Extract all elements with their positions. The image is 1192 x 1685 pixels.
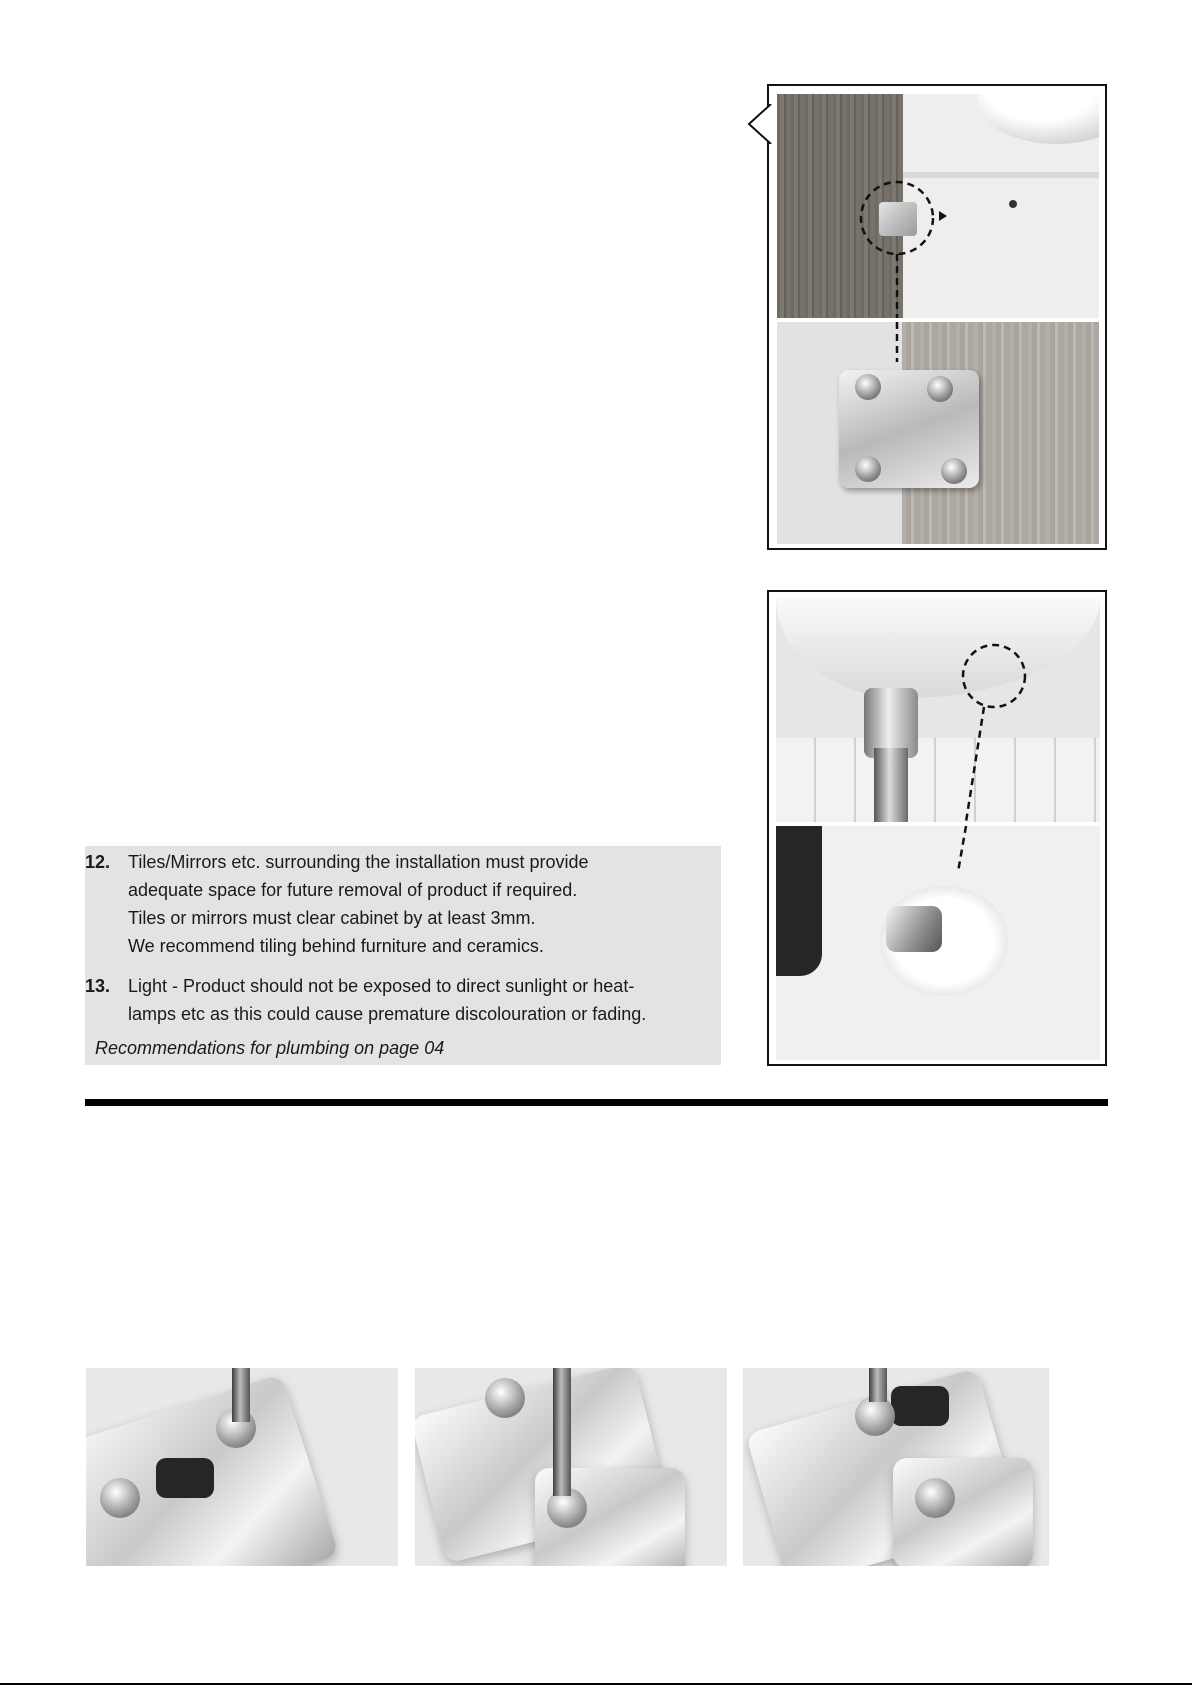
photo-bracket-detail <box>777 322 1099 544</box>
photo-bracket-overview <box>777 94 1099 318</box>
photo-hinge-step-3 <box>743 1368 1049 1566</box>
note-number: 12. <box>85 852 111 872</box>
note-line: lamps etc as this could cause premature discolouration or fading. <box>128 1004 647 1024</box>
photo-basin-underside <box>776 598 1100 822</box>
plumbing-reference: Recommendations for plumbing on page 04 <box>95 1038 445 1058</box>
photo-hinge-step-2 <box>415 1368 727 1566</box>
note-line: Light - Product should not be exposed to direct sunlight or heat- <box>128 976 635 996</box>
note-line: Tiles or mirrors must clear cabinet by at least 3mm. <box>128 908 536 928</box>
note-number: 13. <box>85 976 111 996</box>
note-line: We recommend tiling behind furniture and ceramics. <box>128 936 544 956</box>
photo-hinge-step-1 <box>86 1368 398 1566</box>
note-line: adequate space for future removal of product if required. <box>128 880 578 900</box>
note-line: Tiles/Mirrors etc. surrounding the installation must provide <box>128 852 589 872</box>
section-divider <box>85 1099 1108 1106</box>
photo-fixing-bolt <box>776 826 1100 1060</box>
figure-cabinet-bracket <box>767 84 1107 550</box>
installation-notes <box>85 846 721 1065</box>
figure-basin-fixing <box>767 590 1107 1066</box>
callout-pointer <box>747 104 773 144</box>
